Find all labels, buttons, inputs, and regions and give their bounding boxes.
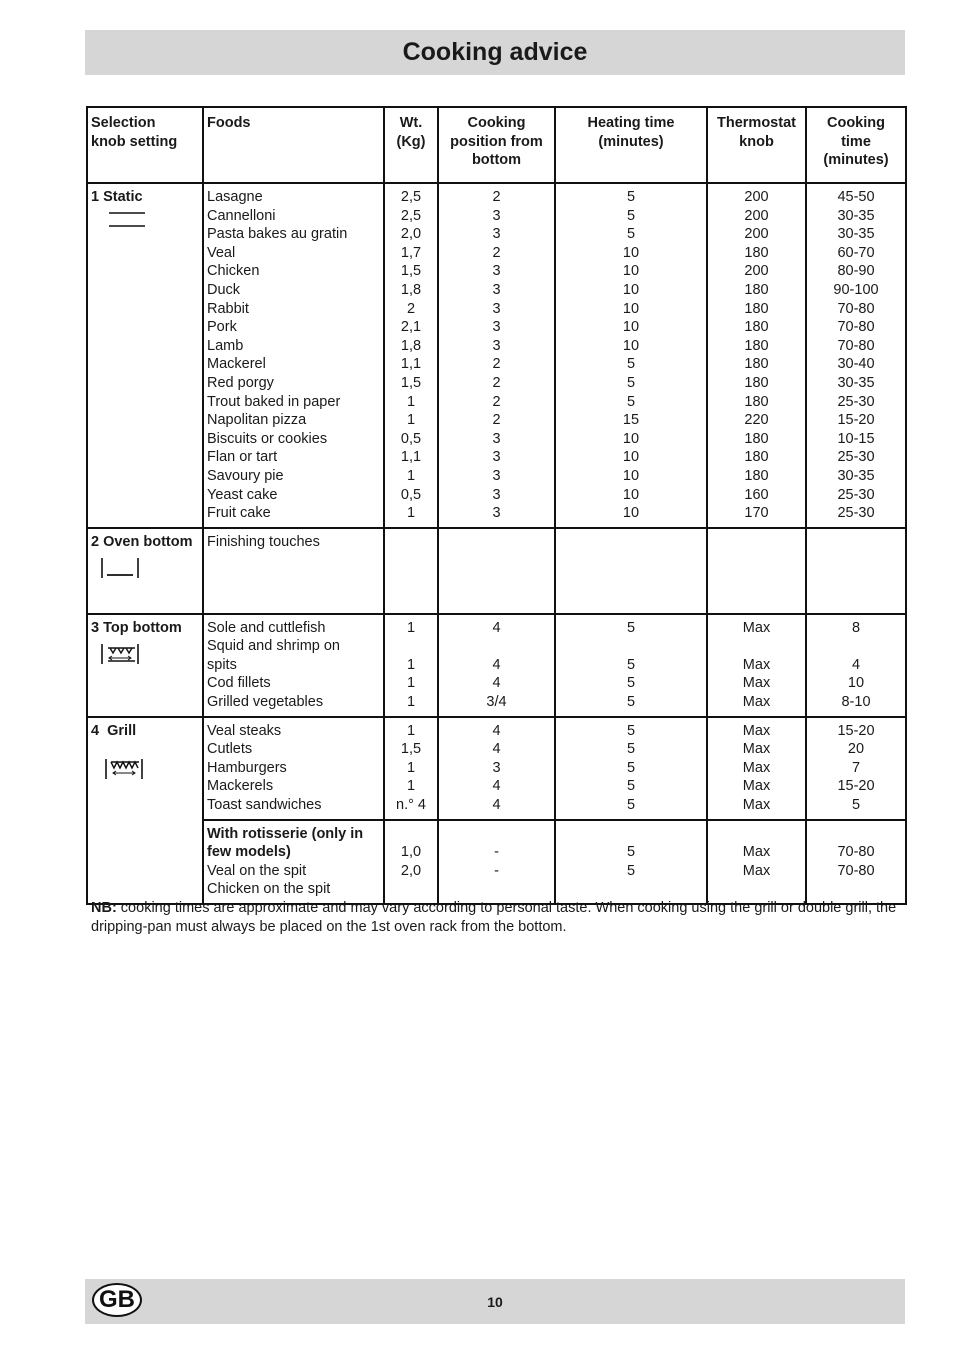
cell-line <box>442 880 551 899</box>
cell-line: 220 <box>744 412 769 429</box>
cell-line: Pork <box>207 319 237 336</box>
cell-line: 1 <box>406 675 416 692</box>
cell-line: 180 <box>744 356 769 373</box>
cell-line: position from <box>450 133 543 150</box>
cell-line: 8 <box>851 619 861 636</box>
cell-line: 1,8 <box>400 281 422 298</box>
cell-line: 2,0 <box>400 862 422 879</box>
static-mode-icon <box>107 209 147 231</box>
cell-line: 180 <box>744 281 769 298</box>
cell-line: 70-80 <box>837 319 875 336</box>
cell-line: 2,5 <box>400 189 422 205</box>
cell-line: 2 <box>492 393 501 410</box>
cell-line <box>442 825 551 844</box>
cell-line: 5 <box>626 619 636 636</box>
cell-line: Lamb <box>207 337 244 354</box>
cell-line <box>711 825 802 844</box>
cell-line: 3 <box>492 300 501 317</box>
cell-line: Max <box>742 844 771 861</box>
cell-line: Max <box>742 619 771 636</box>
footnote <box>91 899 903 936</box>
cell-line <box>810 825 902 844</box>
cell-line: 70-80 <box>837 337 875 354</box>
cell-line: 5 <box>626 722 636 739</box>
setting-cell <box>87 614 203 717</box>
cell-line: 10 <box>847 675 865 692</box>
setting-label: 1 Static <box>91 189 143 205</box>
cell-line: 10 <box>622 319 640 336</box>
cell-line: knob <box>739 133 774 150</box>
cell-line: 200 <box>744 226 769 243</box>
thermostat-cell <box>707 820 806 904</box>
header-heating <box>555 107 707 183</box>
cell-line: 5 <box>626 189 636 205</box>
cell-line: 5 <box>626 797 636 814</box>
cell-line: time <box>841 133 871 150</box>
cell-line: 1 <box>406 467 416 484</box>
thermostat-cell <box>707 528 806 614</box>
cooking-time-cell <box>806 820 906 904</box>
position-cell <box>438 183 555 528</box>
cell-line: 25-30 <box>837 449 875 466</box>
cell-line: 5 <box>851 797 861 814</box>
cell-line: 10 <box>622 486 640 503</box>
table-row-grill <box>87 717 906 820</box>
cell-line: Lasagne <box>207 189 263 205</box>
cell-line: 200 <box>744 189 769 205</box>
setting-label: 3 Top bottom <box>91 619 182 636</box>
cell-line: Flan or tart <box>207 449 278 466</box>
cell-line <box>559 825 703 844</box>
cell-line: 2,5 <box>400 207 422 224</box>
cell-line: 10 <box>622 505 640 522</box>
cell-line: 10-15 <box>837 430 875 447</box>
cell-line: 3 <box>492 337 501 354</box>
cell-line: 180 <box>744 374 769 391</box>
cell-line: 4 <box>492 778 501 795</box>
cell-line: 3 <box>492 759 501 776</box>
cell-line: 25-30 <box>837 505 875 522</box>
cell-line: 200 <box>744 207 769 224</box>
cell-line: Chicken <box>207 263 260 280</box>
cell-line: Rabbit <box>207 300 249 317</box>
cell-line: Duck <box>207 281 241 298</box>
cell-line: 4 <box>492 797 501 814</box>
cell-line: 2,0 <box>400 226 422 243</box>
cell-line: 2 <box>406 300 416 317</box>
cell-line: 180 <box>744 467 769 484</box>
rotisserie-heading-line-1: With rotisserie (only in <box>207 825 364 842</box>
rotisserie-food-1: Veal on the spit <box>207 862 307 879</box>
cell-line: 1,5 <box>400 741 422 758</box>
cell-line: 4 <box>492 741 501 758</box>
thermostat-cell <box>707 183 806 528</box>
cell-line: 15 <box>622 412 640 429</box>
cooking-time-cell <box>806 717 906 820</box>
cell-line: Max <box>742 778 771 795</box>
cell-line: Foods <box>207 115 251 131</box>
cell-line: 5 <box>626 675 636 692</box>
cell-line: 5 <box>626 393 636 410</box>
cell-line: - <box>494 844 499 861</box>
cell-line: 5 <box>626 741 636 758</box>
cell-line: Pasta bakes au gratin <box>207 226 348 243</box>
cell-line: 1 <box>406 505 416 522</box>
cell-line: Savoury pie <box>207 467 284 484</box>
cell-line: 60-70 <box>837 244 875 261</box>
cell-line: Trout baked in paper <box>207 393 341 410</box>
cell-line: Max <box>742 722 771 739</box>
cell-line: Fruit cake <box>207 505 271 522</box>
cell-line: 3 <box>492 467 501 484</box>
cell-line: Mackerels <box>207 778 274 795</box>
cell-line: 5 <box>626 207 636 224</box>
cell-line: bottom <box>471 152 522 169</box>
cell-line: spits <box>207 656 237 673</box>
cell-line: Heating time <box>587 115 675 131</box>
setting-label-line-1: 2 Oven bottom <box>91 533 193 550</box>
cell-line: 1,1 <box>400 449 422 466</box>
cell-line: 4 <box>492 675 501 692</box>
cell-line: Finishing touches <box>207 533 320 550</box>
table-header-row <box>87 107 906 183</box>
rotisserie-food-2: Chicken on the spit <box>207 881 331 898</box>
cell-line: (Kg) <box>396 133 426 150</box>
cell-line: 180 <box>744 319 769 336</box>
cell-line: 180 <box>744 244 769 261</box>
cell-line <box>810 637 902 656</box>
cell-line: 1,1 <box>400 356 422 373</box>
cell-line: Grilled vegetables <box>207 694 324 711</box>
cell-line: 80-90 <box>837 263 875 280</box>
table-row-static <box>87 183 906 528</box>
cooking-advice-table <box>86 106 907 905</box>
cell-line: 1,8 <box>400 337 422 354</box>
cell-line: 2,1 <box>400 319 422 336</box>
cell-line: 4 <box>851 656 861 673</box>
cell-line: 10 <box>622 449 640 466</box>
setting-cell <box>87 717 203 904</box>
cell-line: 180 <box>744 430 769 447</box>
weight-cell <box>384 614 438 717</box>
cell-line: 5 <box>626 759 636 776</box>
cell-line: 5 <box>626 694 636 711</box>
cell-line <box>388 880 434 899</box>
oven-bottom-icon <box>99 557 141 579</box>
cell-line: 30-35 <box>837 374 875 391</box>
footer-bar <box>85 1279 905 1324</box>
cell-line: n.° 4 <box>396 797 426 814</box>
footnote-label: NB: <box>91 900 117 916</box>
cell-line: 4 <box>492 619 501 636</box>
weight-cell <box>384 820 438 904</box>
cell-line: 1,0 <box>400 844 422 861</box>
heating-cell <box>555 614 707 717</box>
cell-line: 2 <box>492 189 501 205</box>
cell-line: 90-100 <box>833 281 879 298</box>
header-weight <box>384 107 438 183</box>
table-row-oven-bottom <box>87 528 906 614</box>
cell-line: 180 <box>744 449 769 466</box>
setting-label: 4 Grill <box>91 722 137 739</box>
cooking-time-cell <box>806 528 906 614</box>
cell-line: 1,5 <box>400 263 422 280</box>
thermostat-cell <box>707 717 806 820</box>
cell-line: 160 <box>744 486 769 503</box>
heating-cell <box>555 717 707 820</box>
position-cell <box>438 614 555 717</box>
cell-line: Cod fillets <box>207 675 271 692</box>
heating-cell <box>555 820 707 904</box>
setting-cell <box>87 528 203 614</box>
thermostat-cell <box>707 614 806 717</box>
cell-line: 3 <box>492 319 501 336</box>
cell-line: 45-50 <box>837 189 875 205</box>
weight-cell <box>384 183 438 528</box>
cell-line: 2 <box>492 356 501 373</box>
cell-line: 5 <box>626 778 636 795</box>
cell-line: Max <box>742 759 771 776</box>
cell-line: 10 <box>622 337 640 354</box>
cell-line <box>388 637 434 656</box>
cell-line: 25-30 <box>837 486 875 503</box>
cell-line: 30-35 <box>837 467 875 484</box>
cell-line <box>442 637 551 656</box>
table-row-top-bottom <box>87 614 906 717</box>
cell-line: 70-80 <box>837 862 875 879</box>
cell-line: Napolitan pizza <box>207 412 307 429</box>
cell-line: 1 <box>406 759 416 776</box>
cooking-time-cell <box>806 183 906 528</box>
rotisserie-heading-line-2: few models) <box>207 844 291 861</box>
cell-line: 5 <box>626 656 636 673</box>
cell-line: 1 <box>406 393 416 410</box>
cell-line: 2 <box>492 374 501 391</box>
cell-line: 180 <box>744 393 769 410</box>
cell-line: (minutes) <box>598 133 664 150</box>
position-cell <box>438 820 555 904</box>
cell-line: 1 <box>406 694 416 711</box>
heating-cell <box>555 183 707 528</box>
cell-line: Biscuits or cookies <box>207 430 328 447</box>
header-thermostat <box>707 107 806 183</box>
cell-line: 3 <box>492 486 501 503</box>
cell-line: 3 <box>492 226 501 243</box>
foods-cell <box>203 717 384 820</box>
cell-line: Cooking <box>467 115 526 131</box>
cell-line: 180 <box>744 337 769 354</box>
cell-line: 4 <box>492 656 501 673</box>
cell-line: 3 <box>492 430 501 447</box>
cell-line: Veal steaks <box>207 722 282 739</box>
setting-cell <box>87 183 203 528</box>
cell-line <box>559 637 703 656</box>
cell-line: 3 <box>492 281 501 298</box>
cell-line: 3 <box>492 207 501 224</box>
header-position <box>438 107 555 183</box>
cell-line <box>388 825 434 844</box>
foods-cell <box>203 614 384 717</box>
cell-line: 10 <box>622 244 640 261</box>
language-badge: GB <box>92 1283 142 1317</box>
cell-line: - <box>494 862 499 879</box>
cell-line: Hamburgers <box>207 759 287 776</box>
cell-line: 10 <box>622 430 640 447</box>
cell-line: 1,5 <box>400 374 422 391</box>
title-bar <box>85 30 905 75</box>
cell-line: 4 <box>492 722 501 739</box>
cell-line: 2 <box>492 412 501 429</box>
cell-line: knob setting <box>91 133 178 150</box>
cell-line <box>810 880 902 899</box>
cell-line: 1 <box>406 412 416 429</box>
cell-line: 10 <box>622 263 640 280</box>
cell-line: 180 <box>744 300 769 317</box>
cell-line: 30-35 <box>837 226 875 243</box>
header-selection <box>87 107 203 183</box>
cell-line: 10 <box>622 300 640 317</box>
cell-line <box>711 637 802 656</box>
cell-line: 10 <box>622 281 640 298</box>
cell-line: 10 <box>622 467 640 484</box>
cell-line: 5 <box>626 374 636 391</box>
cell-line: 5 <box>626 356 636 373</box>
cell-line: Yeast cake <box>207 486 278 503</box>
cell-line: 0,5 <box>400 430 422 447</box>
cell-line: Max <box>742 694 771 711</box>
cell-line: 200 <box>744 263 769 280</box>
cell-line: 15-20 <box>837 412 875 429</box>
cell-line: Max <box>742 797 771 814</box>
cell-line: 1 <box>406 722 416 739</box>
cell-line: Max <box>742 862 771 879</box>
cell-line: Mackerel <box>207 356 266 373</box>
cell-line: 20 <box>847 741 865 758</box>
weight-cell <box>384 717 438 820</box>
position-cell <box>438 528 555 614</box>
footnote-text: cooking times are approximate and may vary according to personal taste. When cooking using the grill or double grill, the dripping-pan must always be placed on the 1st oven rack from the bottom. <box>91 900 897 935</box>
cell-line: 30-35 <box>837 207 875 224</box>
cell-line: Squid and shrimp on <box>207 638 340 655</box>
cell-line: 70-80 <box>837 844 875 861</box>
cell-line: 15-20 <box>837 778 875 795</box>
table-row-rotisserie <box>87 820 906 904</box>
cell-line: 3 <box>492 449 501 466</box>
cell-line: 1 <box>406 778 416 795</box>
cell-line: Sole and cuttlefish <box>207 619 326 636</box>
header-cooking-time <box>806 107 906 183</box>
cell-line: 15-20 <box>837 722 875 739</box>
cell-line <box>711 880 802 899</box>
cell-line: Red porgy <box>207 374 274 391</box>
page-number: 10 <box>487 1293 503 1310</box>
top-bottom-icon <box>99 643 141 665</box>
cell-line: 5 <box>626 844 636 861</box>
cell-line: 170 <box>744 505 769 522</box>
cell-line: 3/4 <box>486 694 507 711</box>
cell-line: Cutlets <box>207 741 253 758</box>
header-foods <box>203 107 384 183</box>
cell-line: (minutes) <box>823 152 889 169</box>
cell-line: 5 <box>626 862 636 879</box>
cell-line: 0,5 <box>400 486 422 503</box>
cooking-time-cell <box>806 614 906 717</box>
weight-cell <box>384 528 438 614</box>
page-title: Cooking advice <box>402 38 588 66</box>
cell-line: 1 <box>406 619 416 636</box>
cell-line: Thermostat <box>717 115 796 131</box>
cell-line: 8-10 <box>841 694 871 711</box>
cell-line: 25-30 <box>837 393 875 410</box>
cell-line: 5 <box>626 226 636 243</box>
heating-cell <box>555 528 707 614</box>
grill-icon <box>103 758 145 780</box>
cell-line: Cannelloni <box>207 207 276 224</box>
cell-line: Selection <box>91 115 156 131</box>
cell-line <box>559 880 703 899</box>
cell-line: Max <box>742 656 771 673</box>
cell-line: 70-80 <box>837 300 875 317</box>
foods-cell <box>203 183 384 528</box>
cell-line: 1 <box>406 656 416 673</box>
cell-line: Max <box>742 741 771 758</box>
cell-line: 2 <box>492 244 501 261</box>
cell-line: 7 <box>851 759 861 776</box>
cell-line: 3 <box>492 263 501 280</box>
cell-line: 3 <box>492 505 501 522</box>
foods-cell <box>203 528 384 614</box>
position-cell <box>438 717 555 820</box>
cell-line: 1,7 <box>400 244 422 261</box>
cell-line: Wt. <box>399 115 423 131</box>
cell-line: Cooking <box>827 115 885 131</box>
foods-cell <box>203 820 384 904</box>
cell-line: Veal <box>207 244 236 261</box>
cell-line: 30-40 <box>837 356 875 373</box>
cell-line: Toast sandwiches <box>207 797 322 814</box>
cell-line: Max <box>742 675 771 692</box>
